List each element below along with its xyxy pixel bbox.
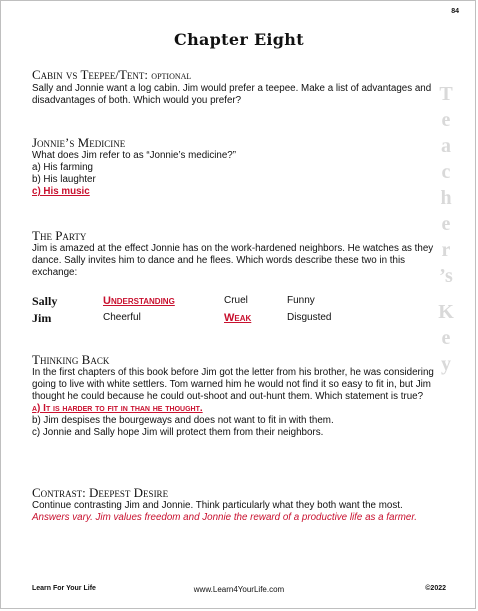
- table-row: [32, 293, 331, 310]
- section-thinking-back: [32, 353, 446, 439]
- footer-copyright: ©2022: [425, 585, 446, 592]
- section-jonnies-medicine: [32, 136, 446, 198]
- page-number: 84: [451, 8, 459, 15]
- option-a-answer: a) It is harder to fit in than he thought.: [32, 403, 203, 414]
- watermark-letter: T: [439, 83, 453, 105]
- word-option: Cheerful: [103, 312, 141, 323]
- watermark-letter: e: [441, 109, 451, 131]
- section-heading: Thinking Back: [32, 352, 110, 367]
- question-text: What does Jim refer to as “Jonnie’s medicine?”: [32, 150, 237, 161]
- character-name: Jim: [32, 311, 52, 325]
- section-heading: [32, 68, 446, 83]
- option-c: c) Jonnie and Sally hope Jim will protect them from their neighbors.: [32, 427, 324, 438]
- watermark-letter: a: [441, 135, 451, 157]
- section-text: Continue contrasting Jim and Jonnie. Think particularly what they both want the most.: [32, 500, 403, 511]
- option-b: b) Jim despises the bourgeways and does not want to fit in with them.: [32, 415, 334, 426]
- watermark-letter: ’s: [439, 265, 453, 287]
- table-row: [32, 310, 331, 327]
- answer-text: Answers vary. Jim values freedom and Jonnie the reward of a productive life as a farmer.: [32, 512, 417, 523]
- section-heading: The Party: [32, 228, 87, 243]
- footer-website: www.Learn4YourLife.com: [193, 585, 285, 594]
- watermark-letter: e: [441, 327, 451, 349]
- option-b: b) His laughter: [32, 174, 96, 185]
- answer-word: Understanding: [103, 295, 175, 307]
- section-cabin-vs-teepee: [32, 68, 446, 107]
- word-choice-table: [32, 293, 331, 327]
- watermark-letter: c: [441, 161, 451, 183]
- watermark-letter: h: [440, 187, 452, 209]
- answer-word: Weak: [224, 312, 252, 324]
- watermark-letter: e: [441, 213, 451, 235]
- heading-text: Cabin vs Teepee/Tent:: [32, 67, 149, 82]
- section-text: Jim is amazed at the effect Jonnie has on the work-hardened neighbors. He watches as they dance. Sally invites him to dance and he flees. Which words describe these two in this exchange:: [32, 243, 434, 278]
- section-text: In the first chapters of this book before Jim got the letter from his brother, he was considering going to live with white settlers. Tom warned him he would not find it so easy to fit in, but Jim thought he could because he could out-shoot and out-hunt them. Which statement is true?: [32, 367, 434, 402]
- word-option: Funny: [287, 295, 315, 306]
- watermark-letter: y: [441, 353, 451, 375]
- section-the-party: [32, 229, 446, 327]
- section-heading: Jonnie’s Medicine: [32, 135, 126, 150]
- optional-tag: optional: [151, 70, 192, 82]
- section-contrast: [32, 486, 446, 524]
- chapter-title: Chapter Eight: [174, 30, 304, 49]
- word-option: Disgusted: [287, 312, 332, 323]
- page-footer: [32, 585, 446, 597]
- watermark-letter: K: [438, 301, 454, 323]
- option-a: a) His farming: [32, 162, 93, 173]
- section-heading: Contrast: Deepest Desire: [32, 485, 169, 500]
- character-name: Sally: [32, 294, 58, 308]
- footer-brand: Learn For Your Life: [32, 585, 96, 592]
- section-text: Sally and Jonnie want a log cabin. Jim would prefer a teepee. Make a list of advantages and disadvantages of both. Which would you prefer?: [32, 83, 432, 106]
- word-option: Cruel: [224, 295, 248, 306]
- watermark-letter: r: [441, 239, 451, 261]
- option-c-answer: c) His music: [32, 186, 90, 197]
